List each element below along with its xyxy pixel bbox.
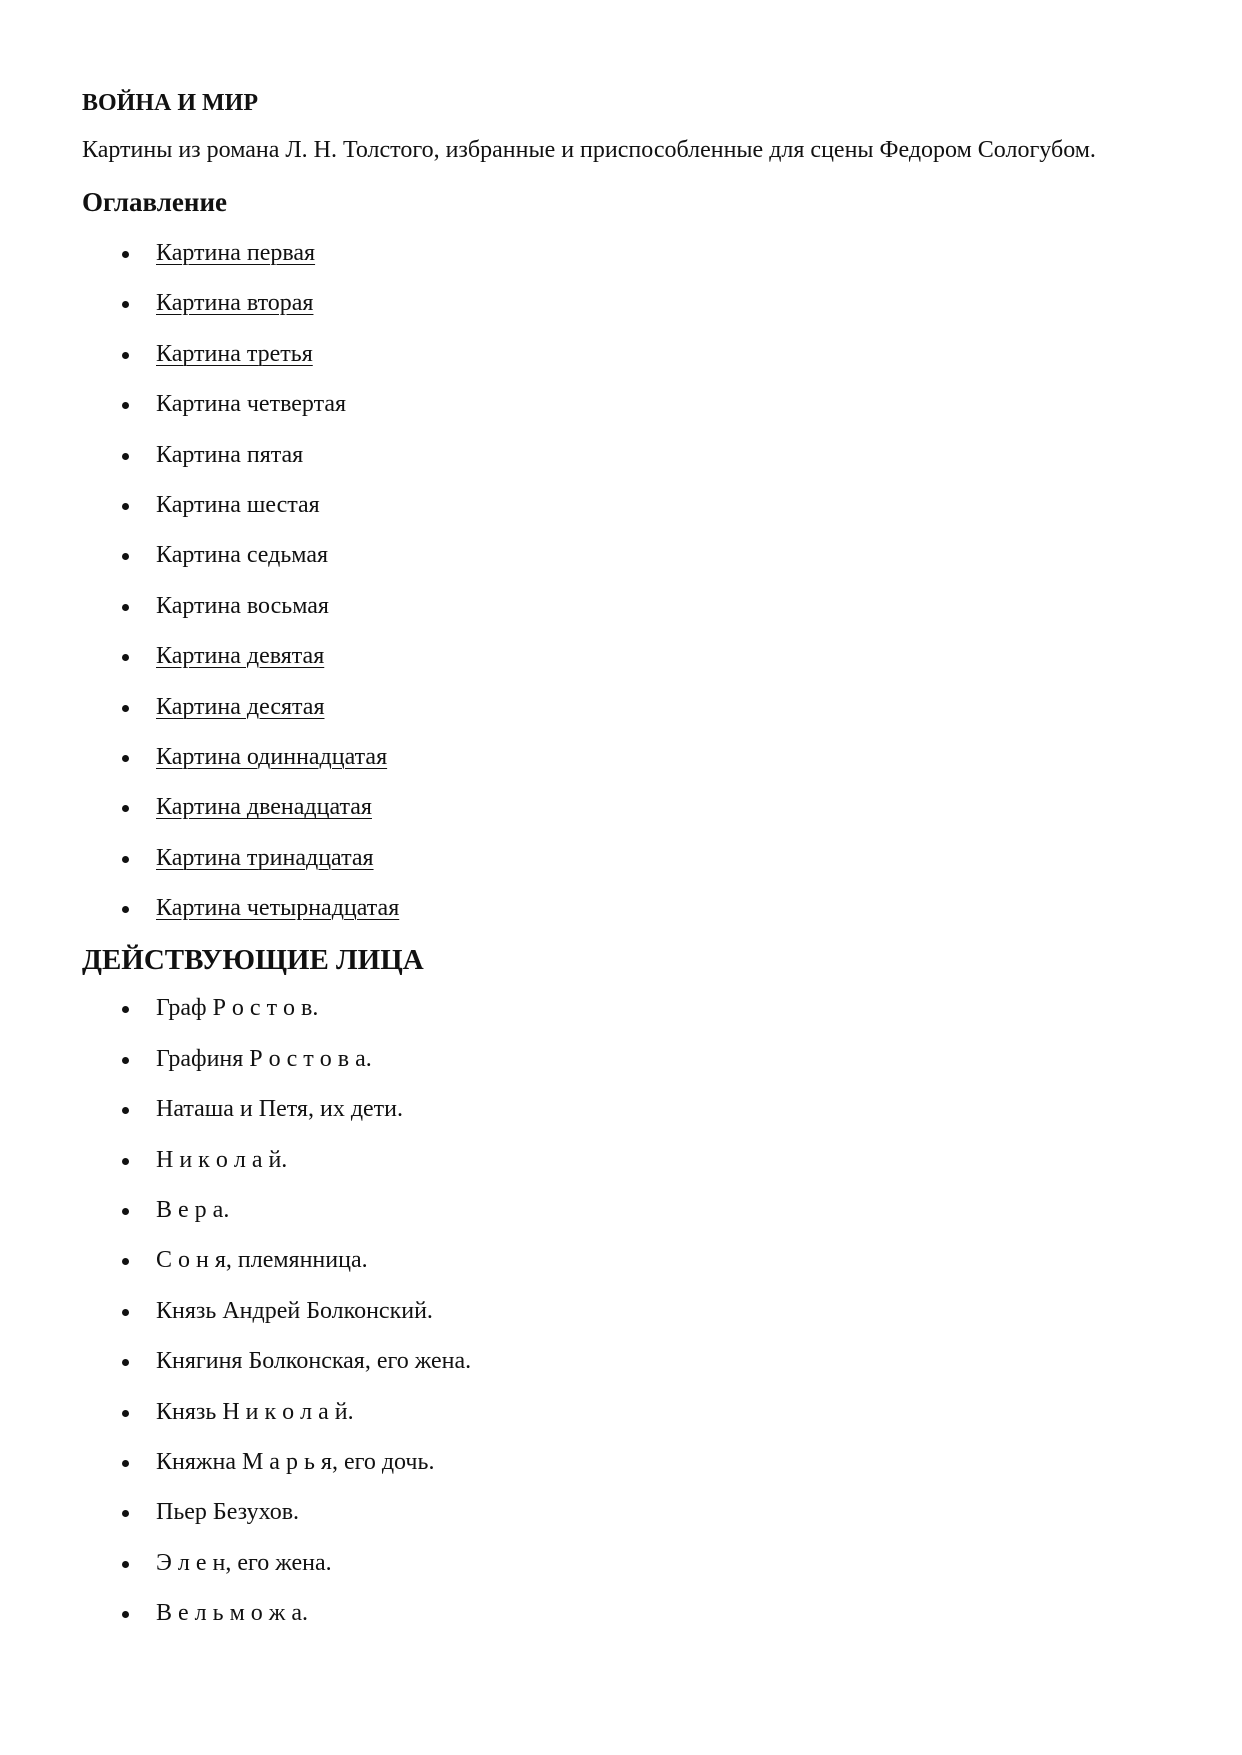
cast-name: С о н я, племянница. [156,1247,368,1274]
toc-item [82,843,1182,873]
bullet-icon [122,604,129,611]
cast-item [82,1497,1182,1527]
toc-item [82,540,1182,570]
bullet-icon [122,1410,129,1417]
toc-item [82,389,1182,419]
toc-link[interactable]: Картина девятая [156,643,325,670]
cast-name: Графиня Р о с т о в а. [156,1045,372,1072]
cast-heading: ДЕЙСТВУЮЩИЕ ЛИЦА [82,944,424,977]
bullet-icon [122,805,129,812]
cast-item [82,1548,1182,1578]
cast-item [82,1296,1182,1326]
bullet-icon [122,1057,129,1064]
cast-name: Наташа и Петя, их дети. [156,1096,404,1123]
cast-name: Н и к о л а й. [156,1146,288,1173]
cast-item [82,993,1182,1023]
bullet-icon [122,1309,129,1316]
bullet-icon [122,1158,129,1165]
toc-link[interactable]: Картина первая [156,240,316,266]
toc-item [82,893,1182,923]
cast-item [82,1094,1182,1124]
cast-name: Княжна М а р ь я, его дочь. [156,1448,435,1475]
cast-name: Э л е н, его жена. [156,1549,332,1576]
cast-name: Князь Андрей Болконский. [156,1297,433,1324]
bullet-icon [122,654,129,661]
bullet-icon [122,705,129,712]
toc-item [82,238,1182,268]
toc-label: Картина седьмая [156,542,329,569]
toc-link[interactable]: Картина вторая [156,290,314,317]
cast-item [82,1195,1182,1225]
bullet-icon [122,251,129,258]
cast-name: В е л ь м о ж а. [156,1600,309,1627]
cast-item [82,1447,1182,1477]
toc-link[interactable]: Картина четырнадцатая [156,895,400,922]
toc-item [82,742,1182,772]
toc-label: Картина четвертая [156,391,347,418]
toc-item [82,641,1182,671]
cast-item [82,1145,1182,1175]
bullet-icon [122,352,129,359]
toc-label: Картина восьмая [156,592,329,619]
bullet-icon [122,1460,129,1467]
bullet-icon [122,755,129,762]
cast-item [82,1397,1182,1427]
cast-name: Граф Р о с т о в. [156,995,319,1022]
bullet-icon [122,1510,129,1517]
cast-name: Пьер Безухов. [156,1499,300,1526]
bullet-icon [122,1107,129,1114]
bullet-icon [122,503,129,510]
bullet-icon [122,453,129,460]
document-page [82,88,1182,1649]
bullet-icon [122,1359,129,1366]
toc-link[interactable]: Картина одиннадцатая [156,743,388,770]
bullet-icon [122,906,129,913]
cast-item [82,1598,1182,1628]
toc-item [82,440,1182,470]
toc-link[interactable]: Картина десятая [156,693,325,720]
cast-list [82,993,1182,1628]
bullet-icon [122,301,129,308]
bullet-icon [122,1208,129,1215]
cast-name: Княгиня Болконская, его жена. [156,1348,472,1375]
document-title: ВОЙНА И МИР [82,90,258,116]
toc-list [82,238,1182,923]
toc-link[interactable]: Картина третья [156,340,313,367]
document-subtitle: Картины из романа Л. Н. Толстого, избранные и приспособленные для сцены Федором Сологубом. [82,137,1096,163]
bullet-icon [122,402,129,409]
bullet-icon [122,553,129,560]
bullet-icon [122,1006,129,1013]
bullet-icon [122,1561,129,1568]
toc-item [82,692,1182,722]
toc-link[interactable]: Картина тринадцатая [156,844,374,871]
bullet-icon [122,1258,129,1265]
toc-heading: Оглавление [82,187,227,217]
cast-item [82,1346,1182,1376]
toc-label: Картина шестая [156,491,320,518]
cast-name: Князь Н и к о л а й. [156,1398,354,1425]
toc-item [82,490,1182,520]
toc-item [82,288,1182,318]
toc-item [82,339,1182,369]
bullet-icon [122,1611,129,1618]
cast-name: В е р а. [156,1197,230,1224]
toc-item [82,591,1182,621]
cast-item [82,1245,1182,1275]
toc-label: Картина пятая [156,441,304,468]
toc-link[interactable]: Картина двенадцатая [156,794,372,821]
toc-item [82,792,1182,822]
cast-item [82,1044,1182,1074]
bullet-icon [122,856,129,863]
